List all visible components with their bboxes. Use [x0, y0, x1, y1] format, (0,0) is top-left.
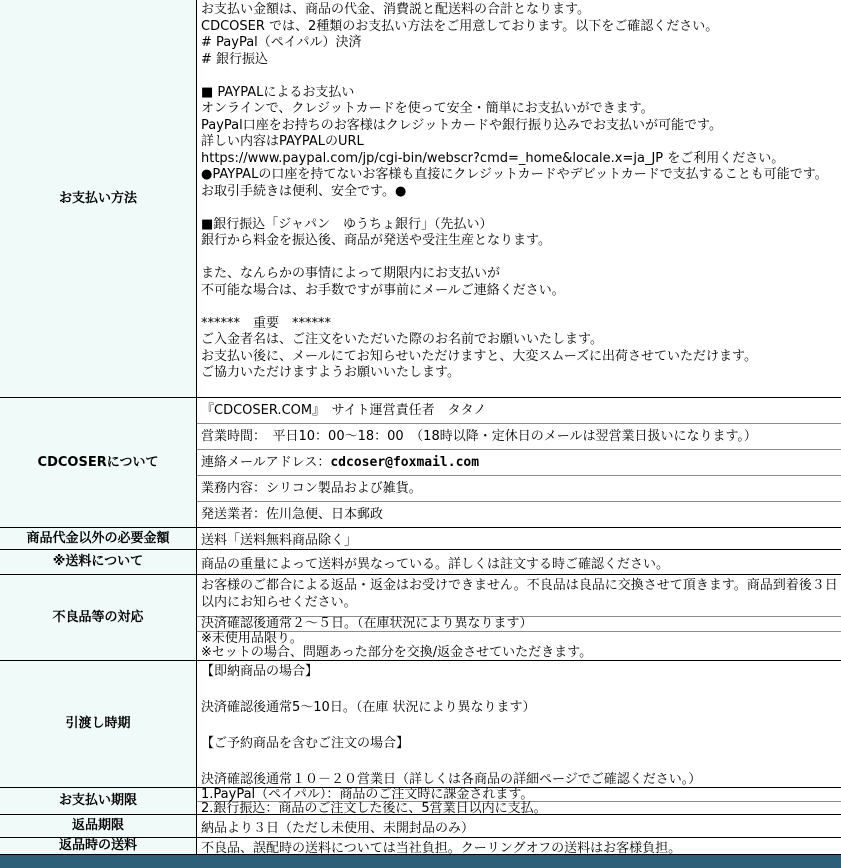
text-line: ****** 重要 ******	[201, 315, 332, 331]
text-line: # 銀行振込	[201, 51, 269, 67]
section-content-return-deadline: 納品より３日（ただし未使用、未開封品のみ）	[201, 820, 475, 836]
info-line-paypal-deadline: 1.PayPal（ペイパル）：商品のご注文時に課金されます。	[197, 788, 841, 802]
text-line: 不可能な場合は、お手数ですが事前にメールご連絡ください。	[201, 282, 565, 298]
text-line: オンラインで、クレジットカードを使って安全・簡単にお支払いができます。	[201, 101, 654, 116]
text-line: ■ PAYPALによるお支払い	[201, 84, 355, 100]
section-content-extra-fees: 送料「送料無料商品除く」	[201, 533, 358, 548]
section-label-defect-policy: 不良品等の対応	[0, 575, 197, 660]
text-line: 詳しい内容はPAYPALのURL	[201, 134, 364, 149]
text-line: 決済確認後通常１０－２０営業日（詳しくは各商品の詳細ページでご確認ください。）	[201, 772, 702, 787]
section-content-shipping-note: 商品の重量によって送料が異なっている。詳しくは註文する時ご確認ください。	[201, 556, 670, 572]
text-line	[201, 200, 839, 217]
section-content-delivery-time	[197, 661, 841, 787]
row-delivery-time	[0, 661, 841, 788]
contact-email: cdcoser@foxmail.com	[330, 454, 480, 470]
text-line: PayPal口座をお持ちのお客様はクレジットカードや銀行振り込みでお支払いが可能です。	[201, 117, 722, 133]
section-label-return-deadline: 返品期限	[0, 815, 197, 837]
info-line-business-hours: 営業時間： 平日10：00～18：00 （18時以降・定休日のメールは翌営業日扱いになります。）	[197, 424, 841, 450]
section-content-defect-policy	[197, 575, 841, 660]
row-shipping-note	[0, 550, 841, 575]
text-line: ●PAYPALの口座を持てないお客様も直接にクレジットカードやデビットカードで支払することも可能です。	[201, 167, 828, 182]
text-line	[201, 299, 839, 316]
row-about-cdcoser	[0, 398, 841, 528]
info-line-defect-3: ※未使用品限り。	[201, 631, 303, 646]
row-return-deadline	[0, 815, 841, 838]
info-line-defect-2: 決済確認後通常２～５日。（在庫状況により異なります）	[197, 617, 841, 632]
info-line-contact	[197, 450, 841, 476]
section-label-delivery-time: 引渡し時期	[0, 661, 197, 787]
section-label-shipping-note: ※送料について	[0, 550, 197, 574]
info-line-site-owner: 『CDCOSER.COM』 サイト運営責任者 タタノ	[197, 398, 841, 424]
contact-label: 連絡メールアドレス：	[201, 454, 331, 470]
row-defect-policy	[0, 575, 841, 661]
text-line	[201, 250, 839, 267]
text-line	[201, 753, 839, 771]
section-label-payment-deadline: お支払い期限	[0, 788, 197, 814]
section-label-about: CDCOSERについて	[0, 398, 197, 527]
info-line-bank-deadline: 2.銀行振込：商品のご注文した後に、5営業日以内に支払。	[201, 801, 547, 815]
row-extra-fees	[0, 528, 841, 550]
text-line: ご入金者名は、ご注文をいただいた際のお名前でお願いいたします。	[201, 332, 603, 347]
text-line: https://www.paypal.com/jp/cgi-bin/webscr?cmd=_home&locale.x=ja_JP をご利用ください。	[201, 150, 785, 166]
text-line: ご協力いただけますようお願いいたします。	[201, 365, 460, 380]
text-line: お支払い金額は、商品の代金、消費説と配送料の合計となります。	[201, 2, 590, 17]
text-line	[201, 717, 839, 735]
section-label-payment-method: お支払い方法	[0, 0, 197, 397]
row-return-shipping	[0, 838, 841, 855]
row-payment-method	[0, 0, 841, 398]
section-content-payment-deadline	[197, 788, 841, 814]
section-content-return-shipping: 不良品、誤配時の送料については当社負担。クーリングオフの送料はお客様負担。	[201, 840, 682, 855]
section-content-about	[197, 398, 841, 527]
text-line: お取引手続きは便利、安全です。●	[201, 183, 407, 199]
section-content-payment-method	[197, 0, 841, 397]
text-line	[201, 681, 839, 699]
text-line: CDCOSER では、2種類のお支払い方法をご用意しております。以下をご確認ください。	[201, 18, 719, 34]
info-line-business-content: 業務内容：シリコン製品および雑貨。	[197, 476, 841, 502]
text-line: また、なんらかの事情によって期限内にお支払いが	[201, 266, 501, 281]
info-line-shippers: 発送業者：佐川急便、日本郵政	[201, 507, 384, 522]
section-label-extra-fees: 商品代金以外の必要金額	[0, 528, 197, 549]
text-line: 【ご予約商品を含むご注文の場合】	[201, 736, 410, 751]
text-line: 【即納商品の場合】	[201, 664, 319, 679]
section-label-return-shipping: 返品時の送料	[0, 838, 197, 854]
text-line: ■銀行振込「ジャパン ゆうちょ銀行」（先払い）	[201, 216, 493, 232]
info-line-defect-4: ※セットの場合、問題あった部分を交換/返金させていただきます。	[201, 645, 593, 660]
row-payment-deadline	[0, 788, 841, 815]
text-line	[201, 68, 839, 85]
text-line: 決済確認後通常5～10日。（在庫 状況により異なります）	[201, 700, 536, 715]
text-line: 銀行から料金を振込後、商品が発送や受注生産となります。	[201, 233, 551, 248]
footer-bar	[0, 855, 841, 868]
text-line: お支払い後に、メールにてお知らせいただけますと、大変スムーズに出荷させていただけます。	[201, 348, 758, 364]
text-line: # PayPal（ペイパル）決済	[201, 35, 362, 50]
info-line-defect-1: お客様のご都合による返品・返金はお受けできません。不良品は良品に交換させて頂きます。商品到着後３日以内にお知らせください。	[197, 575, 841, 617]
